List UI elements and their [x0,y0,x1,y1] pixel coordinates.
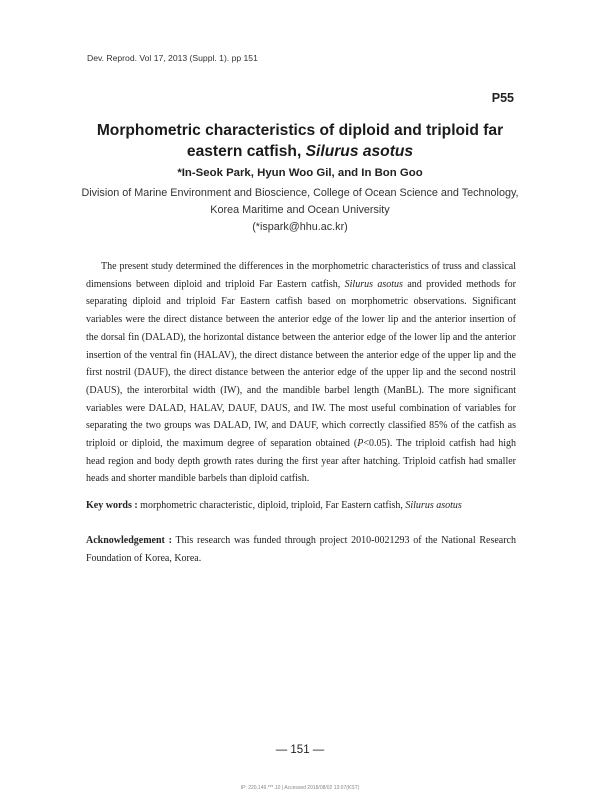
poster-id: P55 [491,91,514,105]
acknowledgement [86,532,516,567]
journal-reference: Dev. Reprod. Vol 17, 2013 (Suppl. 1). pp 151 [87,53,258,63]
keywords-text: morphometric characteristic, diploid, triploid, Far Eastern catfish, [137,500,406,511]
abstract-part-1: The present study determined the differences in the morphometric characteristics of truss and classical dimensions between diploid and triploid Far Eastern catfish, [86,261,516,290]
acknowledgement-label: Acknowledgement : [86,535,172,546]
corresponding-email: (*ispark@hhu.ac.kr) [252,221,348,233]
title-line-2: eastern catfish, [186,143,306,160]
abstract-part-3: <0.05). The triploid catfish had high head region and body depth growth rates during the first year after hatching. Triploid catfish had smaller heads and shorter mandible barbels than diploid catfish. [86,438,517,485]
affiliation-line-1: Division of Marine Environment and Bioscience, College of Ocean Science and Technology, [81,187,519,199]
author-list: *In-Seok Park, Hyun Woo Gil, and In Bon Goo [177,167,423,179]
paper-title [60,120,540,162]
keywords-label: Key words : [86,500,138,511]
access-stamp: IP: 220.149.***.10 | Accessed 2018/08/02 13:07(KST) [240,785,360,791]
keywords-species: Silurus asotus [405,500,462,511]
title-species: Silurus asotus [305,143,414,160]
abstract-p-symbol: P [357,438,364,450]
abstract-body [86,258,516,488]
keywords [86,497,516,514]
page-number: — 151 — [275,744,325,756]
abstract-species: Silurus asotus [344,278,403,290]
title-line-1: Morphometric characteristics of diploid and triploid far [96,122,504,139]
affiliation [50,185,550,236]
acknowledgement-text: This research was funded through project 2010-0021293 of the National Research Foundation of Korea, Korea. [86,535,516,564]
affiliation-line-2: Korea Maritime and Ocean University [210,204,390,216]
abstract-part-2: and provided methods for separating diploid and triploid Far Eastern catfish based on morphometric observations. Significant variables were the direct distance between the anterior edge of the lower lip and the anterior insertion of the dorsal fin (DALAD), the horizontal distance between the anterior edge of the lower lip and the anterior insertion of the ventral fin (HALAV), the direct distance between the anterior edge of the upper lip and the first nostril (DAUF), the direct distance between the anterior edge of the upper lip and the second nostril (DAUS), the interorbital width (IW), and the mandible barbel length (ManBL). The more significant variables were DALAD, HALAV, DAUF, DAUS, and IW. The most useful combination of variables for separating the two groups was DALAD, IW, and DAUF, which correctly classified 85% of the catfish as triploid or diploid, the maximum degree of separation obtained ( [86,278,517,450]
